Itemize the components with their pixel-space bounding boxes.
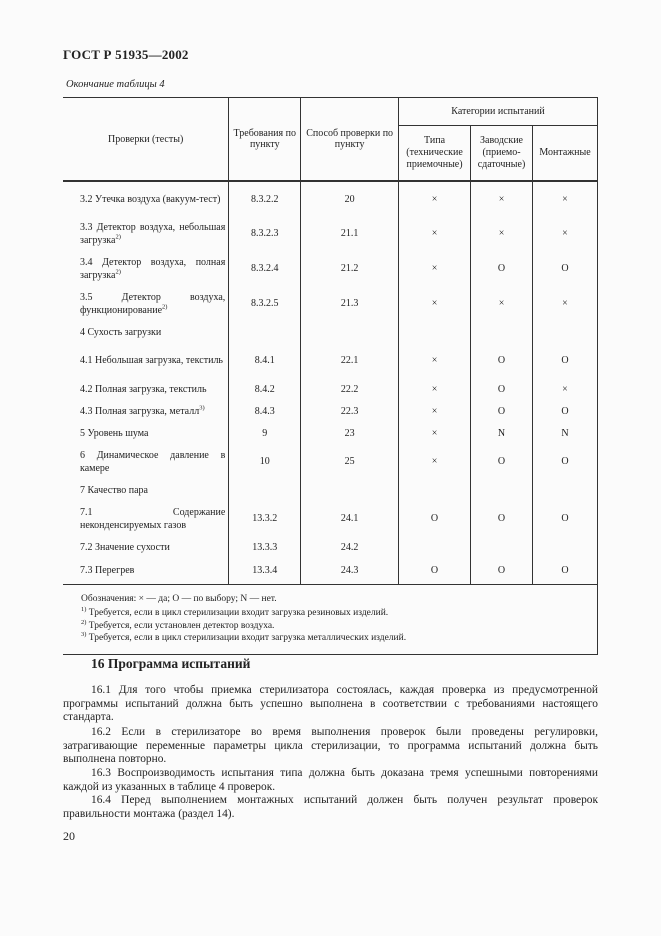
table-row [63, 558, 598, 584]
footnote [81, 632, 581, 645]
table-row [63, 343, 598, 378]
row-name: 7 Качество пара [80, 484, 148, 496]
row-method: 22.1 [301, 343, 399, 378]
row-factory: × [471, 216, 533, 251]
table-caption: Окончание таблицы 4 [66, 79, 165, 90]
row-name: 4.3 Полная загрузка, металл [80, 405, 200, 417]
row-factory [471, 321, 533, 343]
legend-line: Обозначения: × — да; O — по выбору; N — нет. [81, 593, 277, 604]
row-type: × [399, 216, 471, 251]
table-row [63, 422, 598, 444]
row-type: × [399, 343, 471, 378]
row-type: × [399, 444, 471, 479]
row-type: O [399, 501, 471, 536]
row-name: 3.5 Детектор воздуха, функционирование [80, 291, 226, 316]
row-type [399, 536, 471, 558]
row-name: 7.1 Содержание неконденсируемых газов [80, 506, 226, 531]
row-install [533, 479, 598, 501]
standard-header: ГОСТ Р 51935—2002 [63, 47, 189, 62]
col-factory-tests: Заводские (приемо-сдаточные) [471, 126, 533, 182]
paragraph: 16.3 Воспроизводимость испытания типа должна быть доказана тремя успешными повторениями каждой из указанных в таблице 4 проверок. [63, 767, 598, 793]
row-factory: O [471, 343, 533, 378]
row-method: 21.1 [301, 216, 399, 251]
row-method: 21.2 [301, 251, 399, 286]
row-type: O [399, 558, 471, 584]
row-factory: × [471, 286, 533, 321]
col-requirements: Требования по пункту [229, 98, 301, 182]
footnote-text: Требуется, если в цикл стерилизации входит загрузка резиновых изделий. [88, 608, 389, 618]
row-type: × [399, 378, 471, 400]
table-notes [63, 584, 598, 654]
row-name: 3.4 Детектор воздуха, полная загрузка [80, 256, 226, 281]
section-title: 16 Программа испытаний [91, 656, 251, 671]
row-req: 13.3.3 [229, 536, 301, 558]
col-tests: Проверки (тесты) [63, 98, 229, 182]
row-install: O [533, 343, 598, 378]
row-req: 8.4.1 [229, 343, 301, 378]
row-type: × [399, 422, 471, 444]
table-row [63, 501, 598, 536]
paragraph: 16.4 Перед выполнением монтажных испытаний должен быть получен результат проверок правильности монтажа (раздел 14). [63, 794, 598, 820]
row-factory [471, 479, 533, 501]
col-category-group: Категории испытаний [399, 98, 598, 126]
row-install [533, 536, 598, 558]
row-name: 7.2 Значение сухости [80, 541, 170, 553]
row-factory [471, 536, 533, 558]
footnote-mark: 3) [81, 630, 87, 638]
row-type: × [399, 400, 471, 422]
row-req: 8.3.2.5 [229, 286, 301, 321]
row-type: × [399, 286, 471, 321]
paragraph: 16.2 Если в стерилизаторе во время выполнения проверок были проведены регулировки, затрагивающие переменные параметры цикла стерилизации, то программа испытаний должна быть выполнена повторно. [63, 726, 598, 765]
row-factory: O [471, 400, 533, 422]
footnote-text: Требуется, если установлен детектор воздуха. [88, 620, 275, 631]
footnote-ref: 2) [115, 233, 121, 241]
table-row [63, 216, 598, 251]
row-method: 22.2 [301, 378, 399, 400]
row-install: O [533, 558, 598, 584]
table-row [63, 181, 598, 216]
row-install: × [533, 378, 598, 400]
row-factory: × [471, 181, 533, 216]
row-method: 24.3 [301, 558, 399, 584]
row-req [229, 479, 301, 501]
row-factory: O [471, 251, 533, 286]
row-method: 22.3 [301, 400, 399, 422]
row-method [301, 479, 399, 501]
row-name: 6 Динамическое давление в камере [80, 449, 226, 474]
row-type [399, 321, 471, 343]
page-number: 20 [63, 829, 75, 843]
row-install: × [533, 181, 598, 216]
row-req: 13.3.4 [229, 558, 301, 584]
footnote [81, 607, 581, 620]
row-req: 8.4.3 [229, 400, 301, 422]
table-row [63, 378, 598, 400]
paragraph: 16.1 Для того чтобы приемка стерилизатора состоялась, каждая проверка из предусмотренной программы испытаний должна быть успешно выполнена в соответствии с требованиями настоящего стандарта. [63, 684, 598, 723]
row-install: × [533, 216, 598, 251]
footnote-mark: 2) [81, 618, 87, 626]
row-method: 23 [301, 422, 399, 444]
row-type: × [399, 181, 471, 216]
footnote-ref: 2) [162, 303, 168, 311]
footnote [81, 620, 581, 633]
row-req [229, 321, 301, 343]
row-install: N [533, 422, 598, 444]
footnote-text: Требуется, если в цикл стерилизации входит загрузка металлических изделий. [88, 633, 407, 643]
row-factory: N [471, 422, 533, 444]
row-req: 10 [229, 444, 301, 479]
row-type [399, 479, 471, 501]
row-name: 4.1 Небольшая загрузка, текстиль [80, 355, 223, 366]
row-method: 24.1 [301, 501, 399, 536]
col-installation-tests: Монтажные [533, 126, 598, 182]
table-row [63, 400, 598, 422]
row-req: 8.3.2.2 [229, 181, 301, 216]
row-install: O [533, 501, 598, 536]
row-method: 21.3 [301, 286, 399, 321]
row-name: 3.3 Детектор воздуха, небольшая загрузка [80, 221, 226, 246]
row-req: 8.3.2.4 [229, 251, 301, 286]
row-factory: O [471, 501, 533, 536]
footnote-mark: 1) [81, 605, 87, 613]
row-method: 25 [301, 444, 399, 479]
table-row [63, 444, 598, 479]
row-factory: O [471, 558, 533, 584]
row-install [533, 321, 598, 343]
row-install: O [533, 444, 598, 479]
row-method: 20 [301, 181, 399, 216]
row-name: 5 Уровень шума [80, 427, 149, 439]
row-method: 24.2 [301, 536, 399, 558]
row-install: O [533, 251, 598, 286]
row-install: × [533, 286, 598, 321]
row-req: 9 [229, 422, 301, 444]
col-type-tests: Типа (технические приемочные) [399, 126, 471, 182]
row-factory: O [471, 378, 533, 400]
row-install: O [533, 400, 598, 422]
table-row [63, 536, 598, 558]
row-factory: O [471, 444, 533, 479]
table-row [63, 286, 598, 321]
row-req: 8.4.2 [229, 378, 301, 400]
col-method: Способ проверки по пункту [301, 98, 399, 182]
footnote-ref: 3) [199, 404, 205, 412]
row-name: 4 Сухость загрузки [80, 326, 162, 338]
row-name: 7.3 Перегрев [80, 565, 135, 577]
row-req: 8.3.2.3 [229, 216, 301, 251]
table-row [63, 479, 598, 501]
row-method [301, 321, 399, 343]
table-row [63, 251, 598, 286]
table-row [63, 321, 598, 343]
test-table [63, 97, 598, 655]
row-type: × [399, 251, 471, 286]
row-name: 4.2 Полная загрузка, текстиль [80, 383, 207, 395]
row-name: 3.2 Утечка воздуха (вакуум-тест) [80, 193, 221, 205]
footnote-ref: 2) [115, 268, 121, 276]
row-req: 13.3.2 [229, 501, 301, 536]
